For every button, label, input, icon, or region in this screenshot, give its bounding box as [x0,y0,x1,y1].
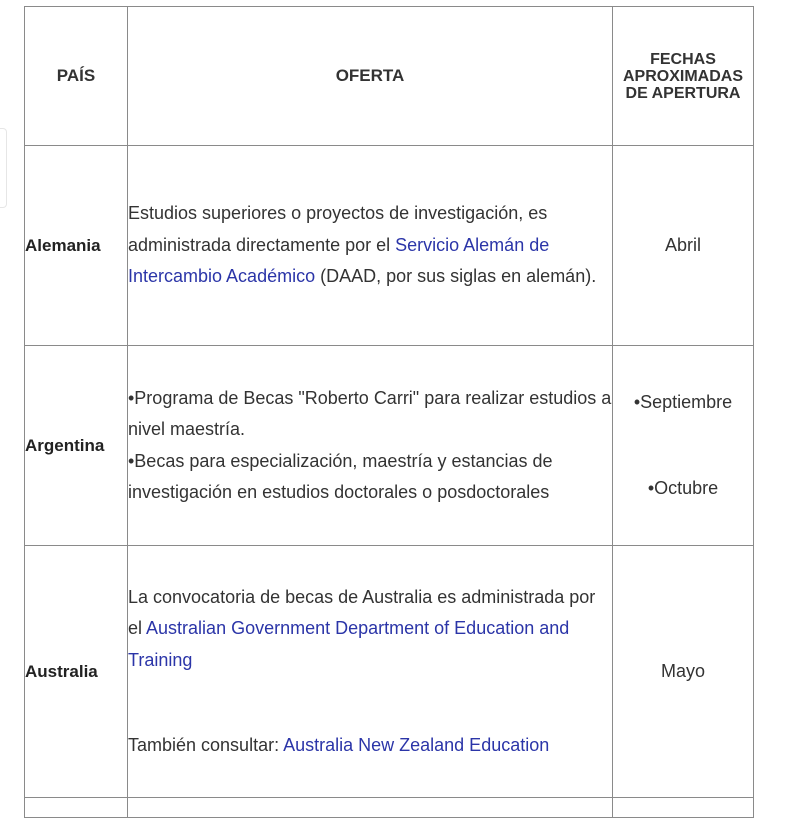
offer-cell [128,346,613,546]
offer-paragraph [128,582,612,677]
consult-prefix: También consultar: [128,735,284,755]
date-cell-empty [613,798,754,818]
date-item-1: •Septiembre [633,392,733,412]
table-row [25,546,754,798]
header-fechas-line-1: FECHAS [650,50,716,68]
offer-text-after: (DAAD, por sus siglas en alemán). [315,266,597,287]
daad-link[interactable]: Servicio Alemán de Intercambio Académico [128,234,550,287]
country-cell: Alemania [25,146,128,346]
table-row [25,346,754,546]
consult-paragraph [128,730,612,762]
date-cell: Abril [613,146,754,346]
offer-cell-empty [128,798,613,818]
offer-cell [128,546,613,798]
header-oferta: OFERTA [128,7,613,146]
australian-government-link[interactable]: Australian Government Department of Education and Training [128,618,570,670]
country-cell: Australia [25,546,128,798]
offer-cell [128,146,613,346]
becas-table [24,6,754,818]
offer-bullet-1: •Programa de Becas "Roberto Carri" para realizar estudios a nivel maestría. [128,387,612,439]
table-row-partial [25,798,754,818]
header-fechas-line-2: APROXIMADAS [622,67,743,85]
header-fechas [613,7,754,146]
header-fechas-line-3: DE APERTURA [625,84,741,102]
country-cell-empty [25,798,128,818]
table-header-row [25,7,754,146]
offer-text: La convocatoria de becas de Australia es administrada por el [128,586,596,638]
table-row [25,146,754,346]
date-item-2: •Octubre [647,477,719,498]
offer-text: Estudios superiores o proyectos de investigación, es administrada directamente por el [128,203,548,255]
country-cell: Argentina [25,346,128,546]
offer-bullet-2: •Becas para especialización, maestría y estancias de investigación en estudios doctorales o posdoctorales [128,450,553,502]
date-cell: Mayo [613,546,754,798]
header-pais: PAÍS [25,7,128,146]
page-edge-tab [0,128,7,208]
date-cell [613,346,754,546]
anz-education-link[interactable]: Australia New Zealand Education [283,735,550,755]
